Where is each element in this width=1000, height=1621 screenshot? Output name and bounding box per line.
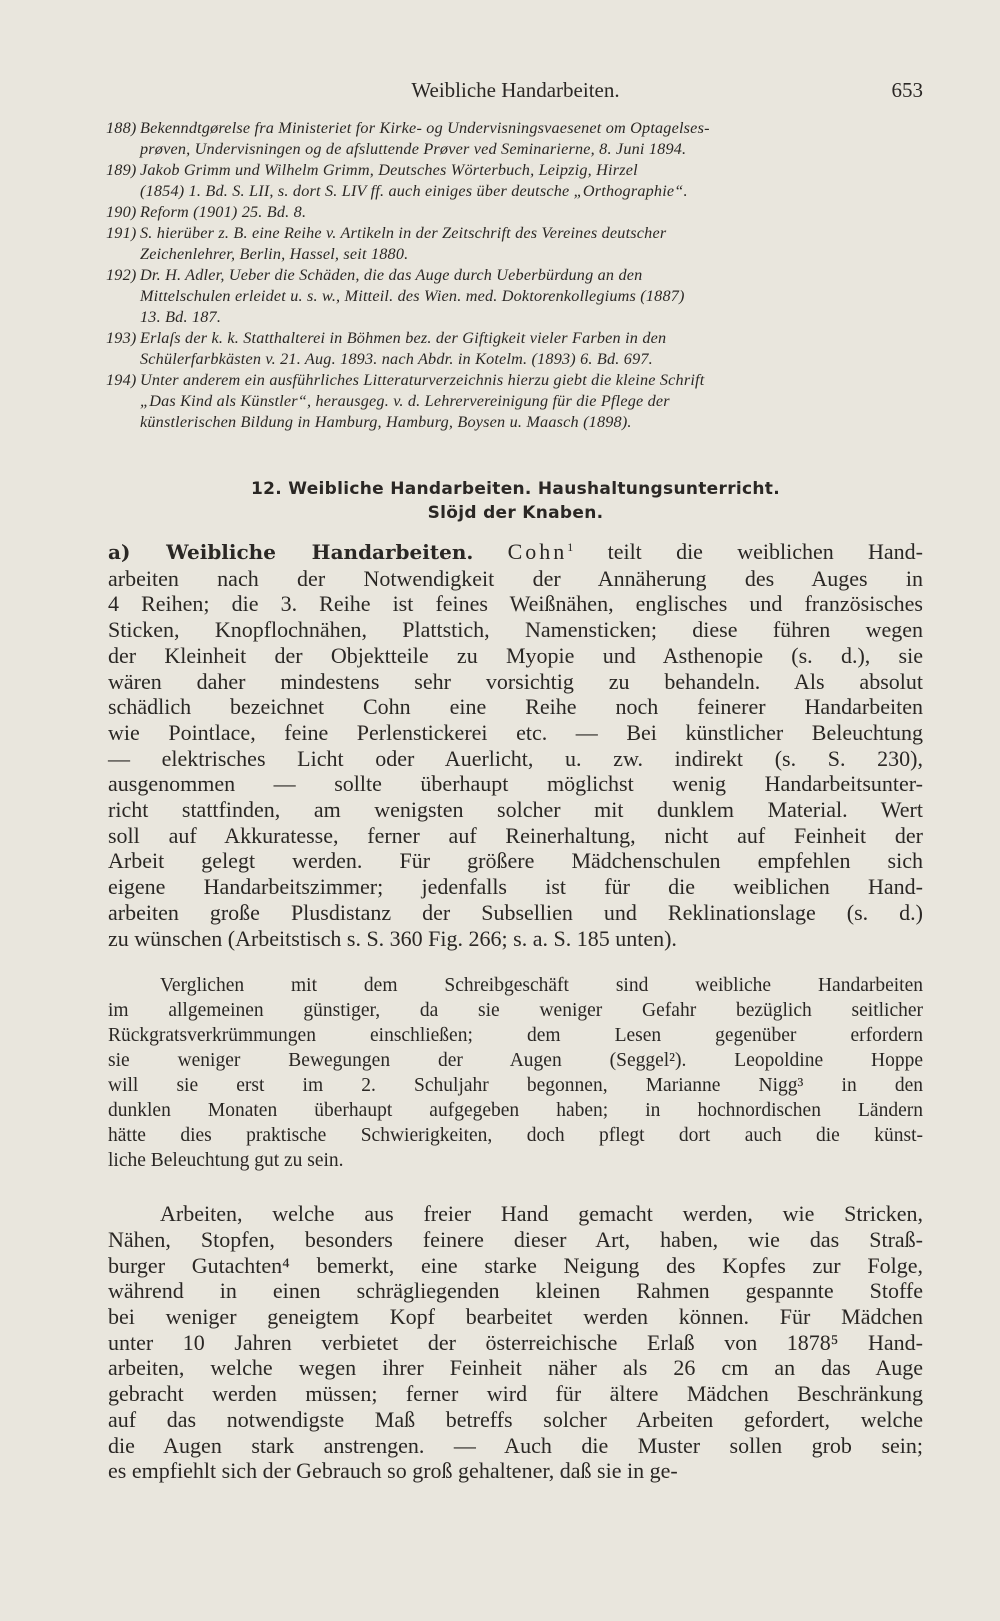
text-line: auf das notwendigste Maß betreffs solcher Arbeiten gefordert, welche [108, 1406, 923, 1432]
text-line: will sie erst im 2. Schuljahr begonnen, Marianne Nigg³ in den [108, 1075, 923, 1097]
text-line: zu wünschen (Arbeitstisch s. S. 360 Fig. 266; s. a. S. 185 unten). [108, 925, 677, 951]
footnote [108, 160, 923, 202]
text-line: der Kleinheit der Objektteile zu Myopie und Asthenopie (s. d.), sie [108, 642, 923, 668]
section-heading-line-2: Slöjd der Knaben. [427, 503, 604, 523]
footnote-line: S. hierüber z. B. eine Reihe v. Artikeln in der Zeitschrift des Vereines deutscher [140, 224, 667, 242]
footnote-line: künstlerischen Bildung in Hamburg, Hamburg, Boysen u. Maasch (1898). [140, 413, 632, 431]
text-line: sie weniger Bewegungen der Augen (Seggel²). Leopoldine Hoppe [108, 1050, 923, 1072]
footnote [108, 265, 923, 328]
text-line: dunklen Monaten überhaupt aufgegeben haben; in hochnordischen Ländern [108, 1100, 923, 1122]
footnote-line: prøven, Undervisningen og de afsluttende Prøver ved Seminarierne, 8. Juni 1894. [140, 140, 687, 158]
footnote-line: Erlaſs der k. k. Statthalterei in Böhmen bez. der Giftigkeit vieler Farben in den [140, 329, 667, 347]
section-heading [108, 477, 923, 525]
page-number: 653 [891, 78, 923, 102]
text-line: richt stattfinden, am wenigsten solcher mit dunklem Material. Wert [108, 797, 923, 823]
text-line: schädlich bezeichnet Cohn eine Reihe noch feinerer Handarbeiten [108, 694, 923, 720]
footnote-line: (1854) 1. Bd. S. LII, s. dort S. LIV ff. auch einiges über deutsche „Orthographie“. [140, 182, 688, 200]
footnote-number: 192) [106, 266, 137, 284]
footnote-line: Dr. H. Adler, Ueber die Schäden, die das Auge durch Ueberbürdung an den [140, 266, 643, 284]
footnote [108, 328, 923, 370]
footnote-number: 190) [106, 203, 137, 221]
footnote-line: Reform (1901) 25. Bd. 8. [140, 203, 307, 221]
text-line: arbeiten große Plusdistanz der Subsellien und Reklinationslage (s. d.) [108, 899, 923, 925]
footnote [108, 370, 923, 433]
text-line: ausgenommen — sollte überhaupt möglichst wenig Handarbeitsunter- [108, 771, 923, 797]
footnote [108, 118, 923, 160]
footnote-line: Zeichenlehrer, Berlin, Hassel, seit 1880. [140, 245, 409, 263]
text-line: wie Pointlace, feine Perlenstickerei etc. — Bei künstlicher Beleuchtung [108, 719, 923, 745]
footnote-line: Mittelschulen erleidet u. s. w., Mitteil. des Wien. med. Doktorenkollegiums (1887) [140, 287, 685, 305]
footnote-ref: 1 [567, 540, 574, 554]
paragraph-1-first-line [108, 539, 923, 566]
running-head [108, 72, 923, 112]
paragraph-1 [108, 539, 923, 951]
footnote-number: 191) [106, 224, 137, 242]
paragraph-1-lines [108, 566, 923, 952]
text-line: arbeiten, welche wegen ihrer Feinheit näher als 26 cm an das Auge [108, 1355, 923, 1381]
book-page [108, 72, 923, 1484]
footnote [108, 223, 923, 265]
footnote-line: Unter anderem ein ausführliches Litteraturverzeichnis hierzu giebt die kleine Schrift [140, 371, 705, 389]
text-line: Sticken, Knopflochnähen, Plattstich, Namensticken; diese führen wegen [108, 617, 923, 643]
text-line: Arbeit gelegt werden. Für größere Mädchenschulen empfehlen sich [108, 848, 923, 874]
footnote-number: 193) [106, 329, 137, 347]
text-line: soll auf Akkuratesse, ferner auf Reinerhaltung, nicht auf Feinheit der [108, 822, 923, 848]
text-line: 4 Reihen; die 3. Reihe ist feines Weißnähen, englisches und französisches [108, 591, 923, 617]
first-line-text: teilt die weiblichen Hand- [607, 539, 923, 564]
text-line: burger Gutachten⁴ bemerkt, eine starke Neigung des Kopfes zur Folge, [108, 1252, 923, 1278]
author-name: Cohn [507, 539, 568, 564]
text-line: — elektrisches Licht oder Auerlicht, u. zw. indirekt (s. S. 230), [108, 745, 923, 771]
text-line: Verglichen mit dem Schreibgeschäft sind weibliche Handarbeiten [160, 975, 923, 997]
subsection-heading: a) Weibliche Handarbeiten. [108, 540, 474, 564]
text-line: unter 10 Jahren verbietet der österreichische Erlaß von 1878⁵ Hand- [108, 1329, 923, 1355]
text-line: bei weniger geneigtem Kopf bearbeitet werden können. Für Mädchen [108, 1304, 923, 1330]
footnote-number: 189) [106, 161, 137, 179]
text-line: Arbeiten, welche aus freier Hand gemacht werden, wie Stricken, [160, 1201, 923, 1227]
text-line: die Augen stark anstrengen. — Auch die Muster sollen grob sein; [108, 1432, 923, 1458]
text-line: Rückgratsverkrümmungen einschließen; dem Lesen gegenüber erfordern [108, 1025, 923, 1047]
running-head-title: Weibliche Handarbeiten. [411, 78, 620, 102]
section-heading-line-1: 12. Weibliche Handarbeiten. Haushaltungsunterricht. [251, 479, 780, 499]
footnote-number: 188) [106, 119, 137, 137]
text-line: es empfiehlt sich der Gebrauch so groß gehaltener, daß sie in ge- [108, 1458, 678, 1484]
footnote [108, 202, 923, 223]
footnote-line: 13. Bd. 187. [140, 308, 222, 326]
text-line: eigene Handarbeitszimmer; jedenfalls ist für die weiblichen Hand- [108, 874, 923, 900]
text-line: hätte dies praktische Schwierigkeiten, doch pflegt dort auch die künst- [108, 1125, 923, 1147]
paragraph-2 [108, 973, 923, 1173]
footnotes [108, 118, 923, 433]
footnote-line: Bekenndtgørelse fra Ministeriet for Kirke- og Undervisningsvaesenet om Optagelses- [140, 119, 710, 137]
text-line: gebracht werden müssen; ferner wird für ältere Mädchen Beschränkung [108, 1381, 923, 1407]
footnote-line: Jakob Grimm und Wilhelm Grimm, Deutsches Wörterbuch, Leipzig, Hirzel [140, 161, 638, 179]
text-line: während in einen schrägliegenden kleinen Rahmen gespannte Stoffe [108, 1278, 923, 1304]
footnote-line: „Das Kind als Künstler“, herausgeg. v. d. Lehrervereinigung für die Pflege der [140, 392, 670, 410]
text-line: wären daher mindestens sehr vorsichtig zu behandeln. Als absolut [108, 668, 923, 694]
paragraph-3 [108, 1201, 923, 1484]
text-line: liche Beleuchtung gut zu sein. [108, 1150, 344, 1172]
text-line: im allgemeinen günstiger, da sie weniger Gefahr bezüglich seitlicher [108, 1000, 923, 1022]
text-line: Nähen, Stopfen, besonders feinere dieser Art, haben, wie das Straß- [108, 1226, 923, 1252]
footnote-number: 194) [106, 371, 137, 389]
footnote-line: Schülerfarbkästen v. 21. Aug. 1893. nach Abdr. in Kotelm. (1893) 6. Bd. 697. [140, 350, 653, 368]
text-line: arbeiten nach der Notwendigkeit der Annäherung des Auges in [108, 565, 923, 591]
